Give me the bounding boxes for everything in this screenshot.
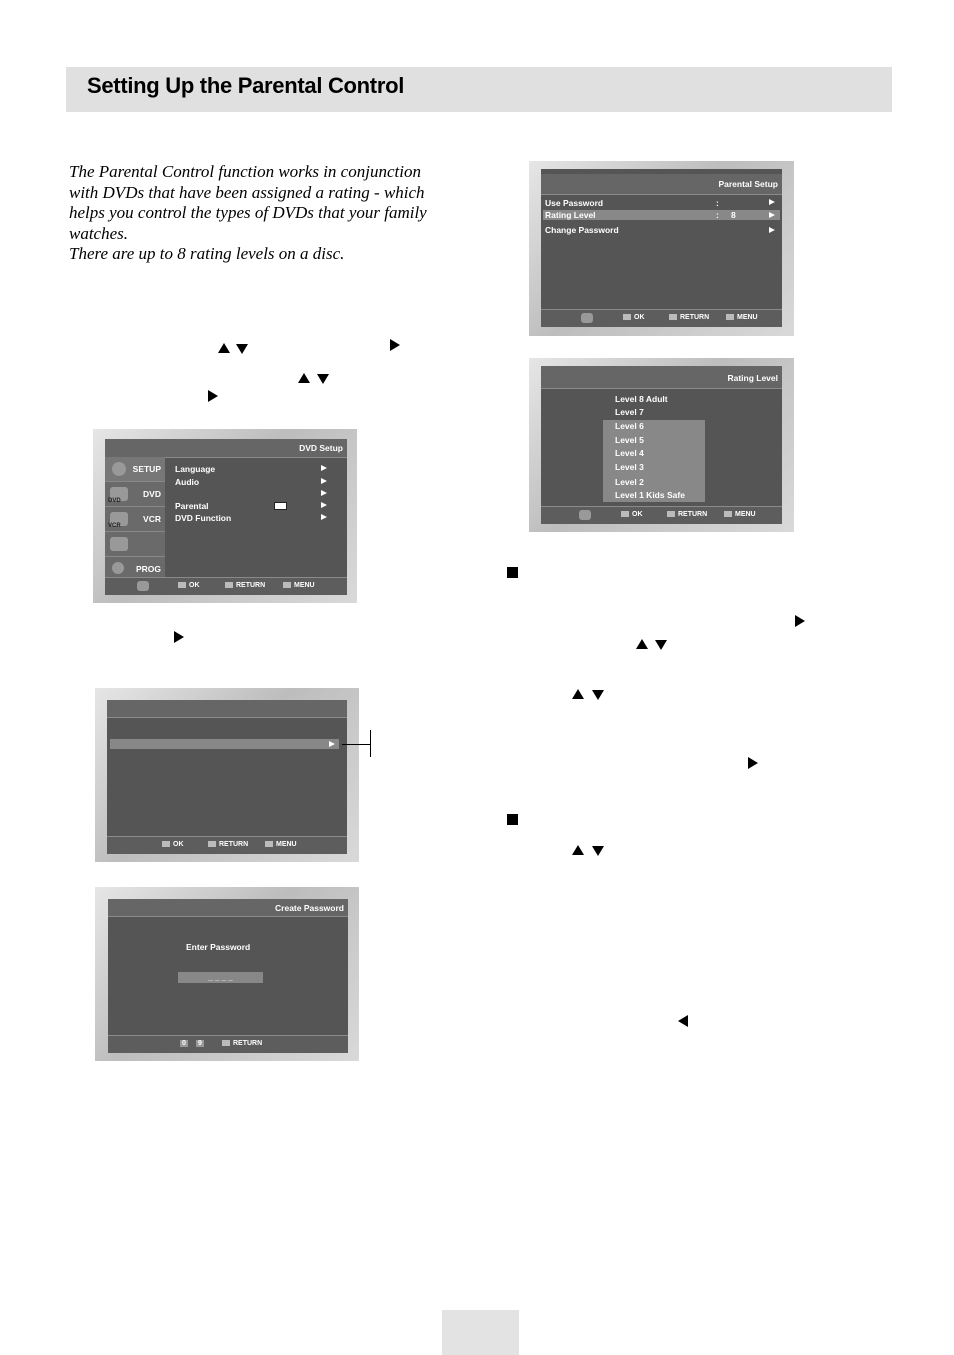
right-arrow-icon: [174, 631, 184, 643]
page-number-box: [442, 1310, 519, 1355]
ok-label: OK: [634, 314, 645, 321]
rating-level-item[interactable]: Level 2: [615, 477, 644, 487]
callout-line: [370, 730, 371, 757]
return-label: RETURN: [678, 511, 708, 518]
screen-header: DVD Setup: [299, 443, 343, 453]
screen-header: Create Password: [275, 903, 344, 913]
return-icon: [222, 1040, 230, 1046]
rating-level-item[interactable]: Level 1 Kids Safe: [615, 490, 685, 500]
menu-icon: [283, 582, 291, 588]
callout-line: [342, 744, 370, 745]
joystick-icon: [137, 581, 149, 591]
menu-item-language[interactable]: Language: [175, 464, 216, 474]
up-arrow-icon: [218, 343, 230, 353]
camera-icon: [110, 537, 128, 551]
menu-label: MENU: [276, 841, 297, 848]
ok-icon: [162, 841, 170, 847]
parental-setup-screen: [529, 161, 794, 336]
right-arrow-icon: [748, 757, 758, 769]
return-icon: [225, 582, 233, 588]
down-arrow-icon: [592, 690, 604, 700]
up-arrow-icon: [572, 845, 584, 855]
row-use-password[interactable]: Use Password: [545, 198, 604, 208]
rating-level-item[interactable]: Level 8 Adult: [615, 394, 668, 404]
row-rating-level[interactable]: Rating Level: [545, 210, 596, 220]
sidebar-item-setup[interactable]: SETUP: [105, 457, 165, 482]
sidebar-item-dvd[interactable]: DVD DVD: [105, 482, 165, 507]
rating-level-item[interactable]: Level 3: [615, 462, 644, 472]
left-arrow-icon: [678, 1015, 688, 1027]
joystick-icon: [581, 313, 593, 323]
rating-level-screen: [529, 358, 794, 532]
rating-value: 8: [731, 210, 736, 220]
right-arrow-icon: [390, 339, 400, 351]
row-separator: :: [716, 210, 719, 220]
clock-icon: [112, 562, 124, 574]
rating-level-item[interactable]: Level 7: [615, 407, 644, 417]
sidebar-item-vcr[interactable]: VCR VCR: [105, 507, 165, 532]
menu-icon: [265, 841, 273, 847]
right-arrow-icon: [769, 227, 775, 233]
right-arrow-icon: [329, 741, 335, 747]
joystick-icon: [579, 510, 591, 520]
return-icon: [667, 511, 675, 517]
ok-label: OK: [173, 841, 184, 848]
return-label: RETURN: [680, 314, 710, 321]
dvd-setup-screen: [93, 429, 357, 603]
right-arrow-icon: [208, 390, 218, 402]
right-arrow-icon: [321, 478, 327, 484]
screen-header: Parental Setup: [718, 179, 778, 189]
up-arrow-icon: [298, 373, 310, 383]
row-separator: :: [716, 198, 719, 208]
ok-icon: [621, 511, 629, 517]
return-icon: [208, 841, 216, 847]
down-arrow-icon: [592, 846, 604, 856]
menu-item-dvd-function[interactable]: DVD Function: [175, 513, 232, 523]
right-arrow-icon: [795, 615, 805, 627]
return-label: RETURN: [233, 1040, 263, 1047]
password-field[interactable]: _ _ _ _: [178, 972, 263, 983]
intro-paragraph: There are up to 8 rating levels on a disc.: [69, 244, 345, 263]
row-change-password[interactable]: Change Password: [545, 225, 619, 235]
right-arrow-icon: [769, 212, 775, 218]
up-arrow-icon: [572, 689, 584, 699]
rating-level-item[interactable]: Level 5: [615, 435, 644, 445]
down-arrow-icon: [236, 344, 248, 354]
screen-header: Rating Level: [727, 373, 778, 383]
menu-item-parental[interactable]: Parental: [175, 501, 209, 511]
gear-icon: [112, 462, 126, 476]
down-arrow-icon: [655, 640, 667, 650]
blank-menu-screen: [95, 688, 359, 862]
square-bullet-icon: [507, 567, 518, 578]
key-0: 0: [182, 1040, 186, 1047]
down-arrow-icon: [317, 374, 329, 384]
right-arrow-icon: [321, 514, 327, 520]
menu-item-audio[interactable]: Audio: [175, 477, 200, 487]
right-arrow-icon: [321, 502, 327, 508]
menu-label: MENU: [735, 511, 756, 518]
up-arrow-icon: [636, 639, 648, 649]
lock-icon: [274, 502, 287, 510]
intro-text: [69, 162, 449, 265]
page-title: Setting Up the Parental Control: [87, 73, 405, 98]
menu-label: MENU: [737, 314, 758, 321]
return-icon: [669, 314, 677, 320]
highlighted-row[interactable]: [110, 739, 339, 749]
ok-icon: [623, 314, 631, 320]
create-password-screen: [95, 887, 359, 1061]
square-bullet-icon: [507, 814, 518, 825]
sidebar-item-prog[interactable]: PROG: [105, 557, 165, 579]
right-arrow-icon: [321, 490, 327, 496]
password-prompt: Enter Password: [186, 942, 251, 952]
right-arrow-icon: [769, 199, 775, 205]
key-9: 9: [198, 1040, 202, 1047]
right-arrow-icon: [321, 465, 327, 471]
ok-label: OK: [632, 511, 643, 518]
menu-label: MENU: [294, 582, 315, 589]
return-label: RETURN: [236, 582, 266, 589]
rating-level-item[interactable]: Level 6: [615, 421, 644, 431]
intro-paragraph: The Parental Control function works in conjunction with DVDs that have been assigned a rating - which helps you control the types of DVDs that your family watches.: [69, 162, 427, 243]
menu-icon: [724, 511, 732, 517]
ok-icon: [178, 582, 186, 588]
ok-label: OK: [189, 582, 200, 589]
menu-icon: [726, 314, 734, 320]
return-label: RETURN: [219, 841, 249, 848]
rating-level-item[interactable]: Level 4: [615, 448, 644, 458]
sidebar-item-blank[interactable]: [105, 532, 165, 557]
